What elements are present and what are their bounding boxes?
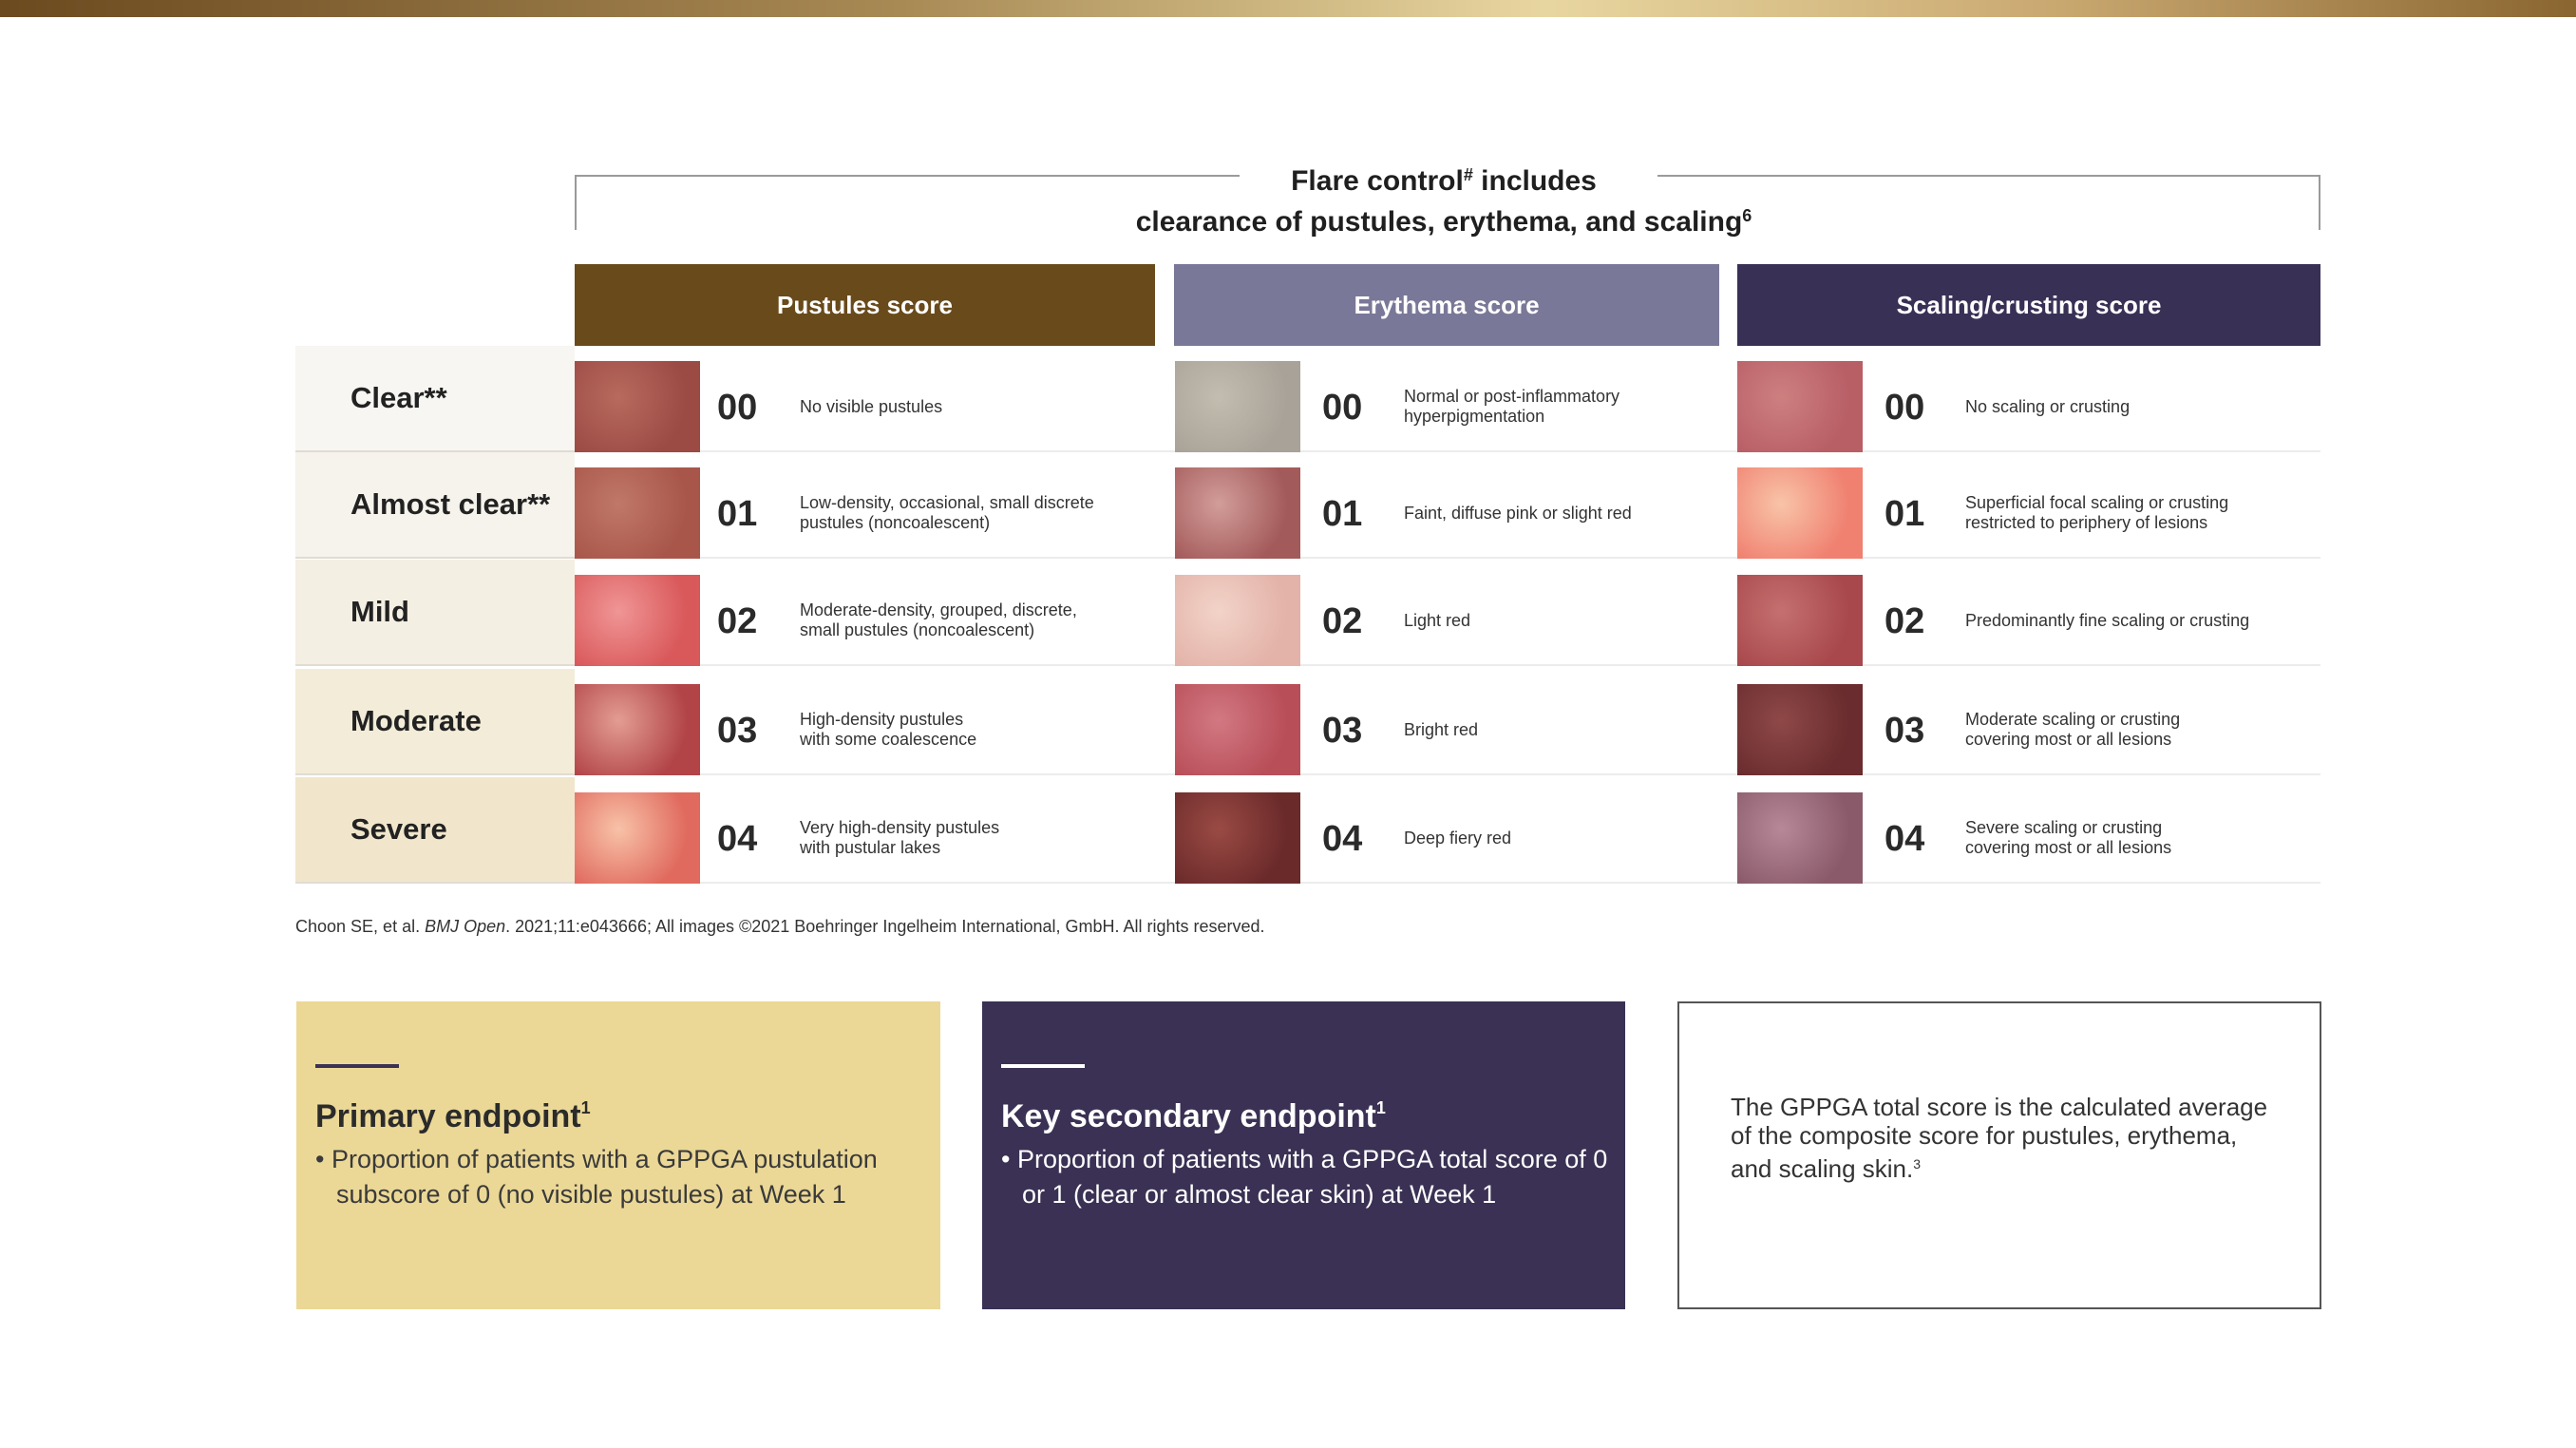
grade-label: Almost clear** [295,452,575,559]
scaling-description [1965,397,2307,417]
scaling-description [1965,611,2307,631]
description-line: hyperpigmentation [1404,407,1545,426]
erythema-thumbnail [1175,361,1300,452]
scaling-thumbnail [1737,575,1863,666]
description-line: with some coalescence [800,730,977,749]
secondary-endpoint-box [982,1001,1625,1309]
erythema-thumbnail [1175,467,1300,559]
flare-control-heading: Flare control# includes clearance of pustules, erythema, and scaling$^6$ [1135,165,1752,238]
description-line: Moderate-density, grouped, discrete, [800,600,1077,619]
secondary-endpoint-title: Key secondary endpoint$^1$ [1001,1098,1386,1134]
description-line: No scaling or crusting [1965,396,2131,416]
scaling-score-header: Scaling/crusting score [1737,264,2320,346]
scaling-score-number: 00 [1885,388,1925,428]
pustules-thumbnail [575,575,700,666]
description-line: Faint, diffuse pink or slight red [1404,503,1632,523]
scaling-thumbnail [1737,467,1863,559]
erythema-description [1404,720,1746,740]
erythema-description [1404,829,1746,848]
erythema-description [1404,387,1746,427]
description-line: Superficial focal scaling or crusting [1965,493,2229,512]
scaling-thumbnail [1737,792,1863,884]
description-line: covering most or all lesions [1965,730,2172,749]
pustules-thumbnail [575,792,700,884]
description-line: Low-density, occasional, small discrete [800,493,1094,512]
row-divider [575,664,2320,666]
description-line: Bright red [1404,719,1479,739]
row-divider [575,450,2320,452]
description-line: Very high-density pustules [800,818,1000,837]
scaling-description [1965,493,2307,533]
erythema-thumbnail [1175,684,1300,775]
erythema-score-number: 01 [1322,494,1363,534]
grade-label: Severe [295,777,575,884]
grade-label: Moderate [295,669,575,775]
pustules-score-number: 00 [717,388,758,428]
description-line: No visible pustules [800,396,943,416]
pustules-description [800,710,1142,750]
description-line: covering most or all lesions [1965,838,2172,857]
pustules-score-number: 01 [717,494,758,534]
scaling-score-number: 04 [1885,819,1925,859]
pustules-thumbnail [575,361,700,452]
description-line: Deep fiery red [1404,828,1512,848]
description-line: small pustules (noncoalescent) [800,620,1035,639]
pustules-score-number: 04 [717,819,758,859]
erythema-score-number: 02 [1322,601,1363,641]
description-line: Severe scaling or crusting [1965,818,2163,837]
erythema-score-header: Erythema score [1174,264,1719,346]
erythema-score-number: 00 [1322,388,1363,428]
pustules-description [800,397,1142,417]
pustules-description [800,818,1142,858]
scaling-thumbnail [1737,361,1863,452]
grade-label: Clear** [295,346,575,452]
pustules-thumbnail [575,684,700,775]
description-line: Predominantly fine scaling or crusting [1965,610,2250,630]
description-line: Normal or post-inflammatory [1404,387,1620,406]
erythema-description [1404,611,1746,631]
primary-endpoint-bullet: • Proportion of patients with a GPPGA pustulation subscore of 0 (no visible pustules) at Week 1 [315,1145,878,1209]
description-line: restricted to periphery of lesions [1965,513,2208,532]
row-divider [575,557,2320,559]
grade-label: Mild [295,560,575,666]
pustules-score-header: Pustules score [575,264,1155,346]
pustules-thumbnail [575,467,700,559]
description-line: pustules (noncoalescent) [800,513,991,532]
primary-endpoint-title: Primary endpoint$^1$ [315,1098,591,1134]
top-gradient-bar [0,0,2576,17]
pustules-description [800,493,1142,533]
pustules-score-number: 02 [717,601,758,641]
scaling-score-number: 01 [1885,494,1925,534]
scaling-score-number: 03 [1885,711,1925,751]
citation: Choon SE, et al. BMJ Open. 2021;11:e043666; All images ©2021 Boehringer Ingelheim International, GmbH. All rights reserved. [295,917,1265,936]
erythema-thumbnail [1175,792,1300,884]
description-line: Moderate scaling or crusting [1965,710,2181,729]
primary-endpoint-box [296,1001,940,1309]
description-line: Light red [1404,610,1471,630]
erythema-score-number: 03 [1322,711,1363,751]
secondary-endpoint-bullet: • Proportion of patients with a GPPGA total score of 0 or 1 (clear or almost clear skin) at Week 1 [1001,1145,1608,1209]
row-divider [575,773,2320,775]
row-divider [575,882,2320,884]
pustules-score-number: 03 [717,711,758,751]
erythema-thumbnail [1175,575,1300,666]
gppga-info-text: The GPPGA total score is the calculated average of the composite score for pustules, erythema, and scaling skin.$^3$ [1731,1093,2268,1183]
gppga-info-box [1677,1001,2321,1309]
description-line: with pustular lakes [800,838,941,857]
scaling-description [1965,818,2307,858]
scaling-description [1965,710,2307,750]
scaling-thumbnail [1737,684,1863,775]
description-line: High-density pustules [800,710,964,729]
erythema-description [1404,504,1746,524]
scaling-score-number: 02 [1885,601,1925,641]
pustules-description [800,600,1142,640]
erythema-score-number: 04 [1322,819,1363,859]
